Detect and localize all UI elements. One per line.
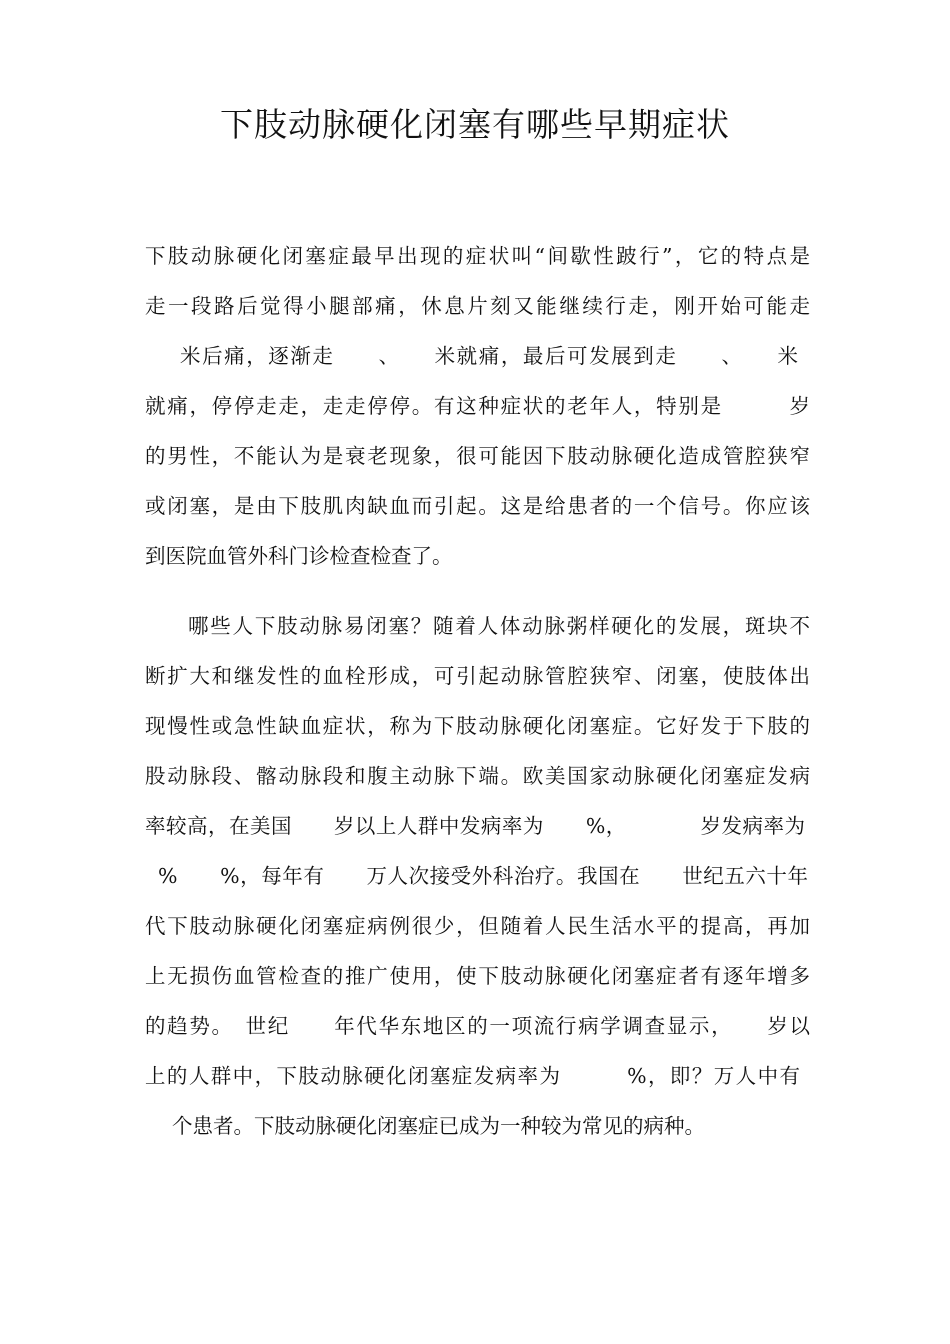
paragraph-2-line-7: 代下肢动脉硬化闭塞症病例很少，但随着人民生活水平的提高，再加 — [145, 914, 810, 938]
paragraph-2-line-9: 的趋势。 世纪 年代华东地区的一项流行病学调查显示， 岁以 — [145, 1014, 810, 1038]
paragraph-2-line-11: 个患者。下肢动脉硬化闭塞症已成为一种较为常见的病种。 — [172, 1114, 705, 1138]
paragraph-1-line-4: 就痛，停停走走，走走停停。有这种症状的老年人，特别是 岁 — [145, 394, 810, 418]
paragraph-1-line-3: 米后痛，逐渐走 、 米就痛，最后可发展到走 、 米 — [180, 344, 798, 368]
paragraph-2-line-1: 哪些人下肢动脉易闭塞？随着人体动脉粥样硬化的发展，斑块不 — [188, 614, 810, 638]
paragraph-2-line-2: 断扩大和继发性的血栓形成，可引起动脉管腔狭窄、闭塞，使肢体出 — [145, 664, 810, 688]
paragraph-1-line-7: 到医院血管外科门诊检查检查了。 — [145, 544, 453, 568]
paragraph-2-line-5: 率较高，在美国 岁以上人群中发病率为 %， 岁发病率为 — [145, 814, 805, 838]
paragraph-2-line-8: 上无损伤血管检查的推广使用，使下肢动脉硬化闭塞症者有逐年增多 — [145, 964, 810, 988]
paragraph-2-line-6: % %，每年有 万人次接受外科治疗。我国在 世纪五六十年 — [158, 864, 808, 888]
paragraph-2-line-4: 股动脉段、髂动脉段和腹主动脉下端。欧美国家动脉硬化闭塞症发病 — [145, 764, 810, 788]
paragraph-2-line-3: 现慢性或急性缺血症状，称为下肢动脉硬化闭塞症。它好发于下肢的 — [145, 714, 810, 738]
document-title: 下肢动脉硬化闭塞有哪些早期症状 — [220, 105, 730, 144]
paragraph-1-line-1: 下肢动脉硬化闭塞症最早出现的症状叫“间歇性跛行”，它的特点是 — [145, 244, 810, 268]
paragraph-1-line-2: 走一段路后觉得小腿部痛，休息片刻又能继续行走，刚开始可能走 — [145, 294, 810, 318]
paragraph-2-line-10: 上的人群中，下肢动脉硬化闭塞症发病率为 %，即？万人中有 — [145, 1064, 800, 1088]
paragraph-1-line-5: 的男性，不能认为是衰老现象，很可能因下肢动脉硬化造成管腔狭窄 — [145, 444, 810, 468]
paragraph-1-line-6: 或闭塞，是由下肢肌肉缺血而引起。这是给患者的一个信号。你应该 — [145, 494, 810, 518]
